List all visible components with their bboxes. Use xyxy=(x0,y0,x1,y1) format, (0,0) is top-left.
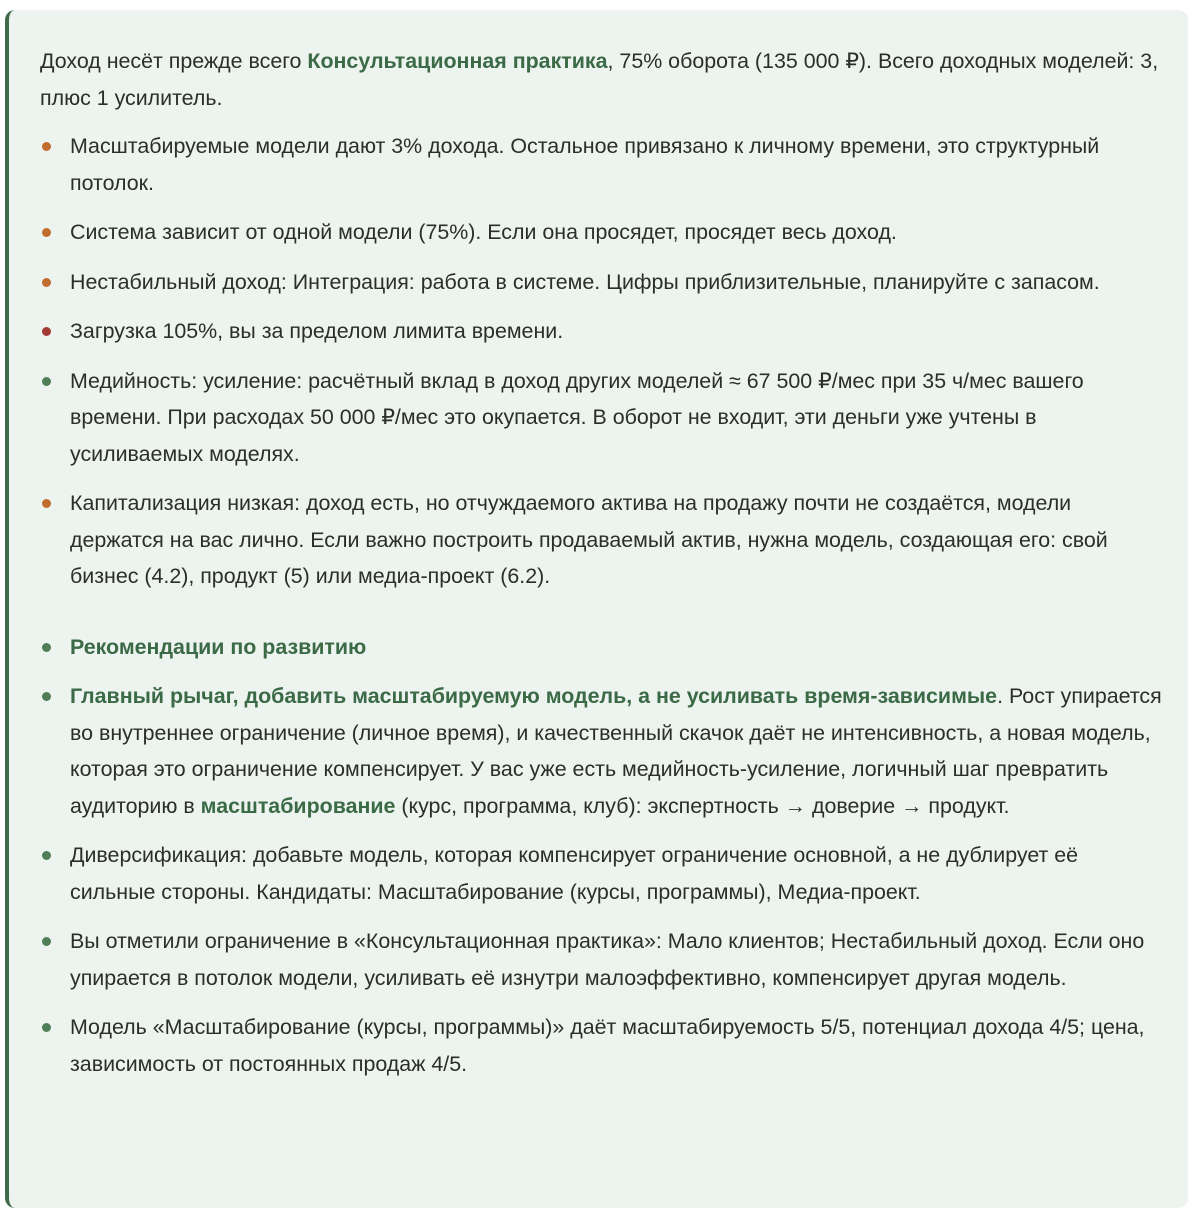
main-lever-text: . Рост упирается во внутреннее ограничение (личное время), и качественный скачок даёт не интенсивность, а новая модель, которая это ограничение компенсирует. У вас уже есть медийность-усиление, логичный шаг превратить аудиторию в xyxy=(70,684,1162,818)
bullet-icon xyxy=(42,643,51,652)
bullet-icon xyxy=(42,499,51,508)
finding-text: Нестабильный доход: Интеграция: работа в системе. Цифры приблизительные, планируйте с запасом. xyxy=(70,269,1100,294)
finding-text: Масштабируемые модели дают 3% дохода. Остальное привязано к личному времени, это структурный потолок. xyxy=(70,134,1100,195)
findings-list xyxy=(40,128,1162,1082)
finding-item xyxy=(40,128,1162,201)
recommendation-text: Модель «Масштабирование (курсы, программы)» даёт масштабируемость 5/5, потенциал дохода 4/5; цена, зависимость от постоянных продаж 4/5. xyxy=(70,1015,1145,1076)
bullet-icon xyxy=(42,327,51,336)
bullet-icon xyxy=(42,692,51,701)
finding-item xyxy=(40,485,1162,595)
recommendation-text: Вы отметили ограничение в «Консультационная практика»: Мало клиентов; Нестабильный доход. Если оно упирается в потолок модели, усиливать её изнутри малоэффективно, компенсирует другая модель. xyxy=(70,929,1145,990)
bullet-icon xyxy=(42,142,51,151)
finding-item xyxy=(40,214,1162,251)
finding-item xyxy=(40,363,1162,473)
recommendations-heading-item xyxy=(40,629,1162,666)
finding-text: Капитализация низкая: доход есть, но отчуждаемого актива на продажу почти не создаётся, модели держатся на вас лично. Если важно построить продаваемый актив, нужна модель, создающая его: свой бизнес (4.2), продукт (5) или медиа-проект (6.2). xyxy=(70,491,1108,588)
finding-item xyxy=(40,313,1162,350)
recommendations-heading: Рекомендации по развитию xyxy=(70,634,367,659)
bullet-icon xyxy=(42,228,51,237)
main-lever-text-after: (курс, программа, клуб): экспертность → доверие → продукт. xyxy=(395,793,1010,818)
intro-text-after: , 75% оборота (135 000 ₽). Всего доходных моделей: 3, плюс 1 усилитель. xyxy=(40,49,1159,110)
bullet-icon xyxy=(42,937,51,946)
finding-text: Загрузка 105%, вы за пределом лимита времени. xyxy=(70,319,564,343)
intro-paragraph xyxy=(40,43,1162,116)
bullet-icon xyxy=(42,851,51,860)
recommendation-item xyxy=(40,923,1162,996)
recommendation-item xyxy=(40,1009,1162,1082)
finding-item xyxy=(40,264,1162,301)
intro-text-before: Доход несёт прежде всего xyxy=(40,49,308,73)
analysis-card xyxy=(5,10,1188,1208)
main-lever-highlight: масштабирование xyxy=(200,793,396,818)
intro-highlight-model: Консультационная практика xyxy=(307,49,608,73)
bullet-icon xyxy=(42,1023,51,1032)
recommendation-item xyxy=(40,837,1162,910)
recommendation-main-lever xyxy=(40,678,1162,824)
recommendation-text: Диверсификация: добавьте модель, которая компенсирует ограничение основной, а не дублирует её сильные стороны. Кандидаты: Масштабирование (курсы, программы), Медиа-проект. xyxy=(70,843,1079,904)
main-lever-bold: Главный рычаг, добавить масштабируемую модель, а не усиливать время-зависимые xyxy=(70,684,998,708)
finding-text: Система зависит от одной модели (75%). Если она просядет, просядет весь доход. xyxy=(70,220,897,244)
bullet-icon xyxy=(42,278,51,287)
bullet-icon xyxy=(42,377,51,386)
finding-text: Медийность: усиление: расчётный вклад в доход других моделей ≈ 67 500 ₽/мес при 35 ч/мес вашего времени. При расходах 50 000 ₽/мес это окупается. В оборот не входит, эти деньги уже учтены в усиливаемых моделях. xyxy=(70,368,1084,466)
